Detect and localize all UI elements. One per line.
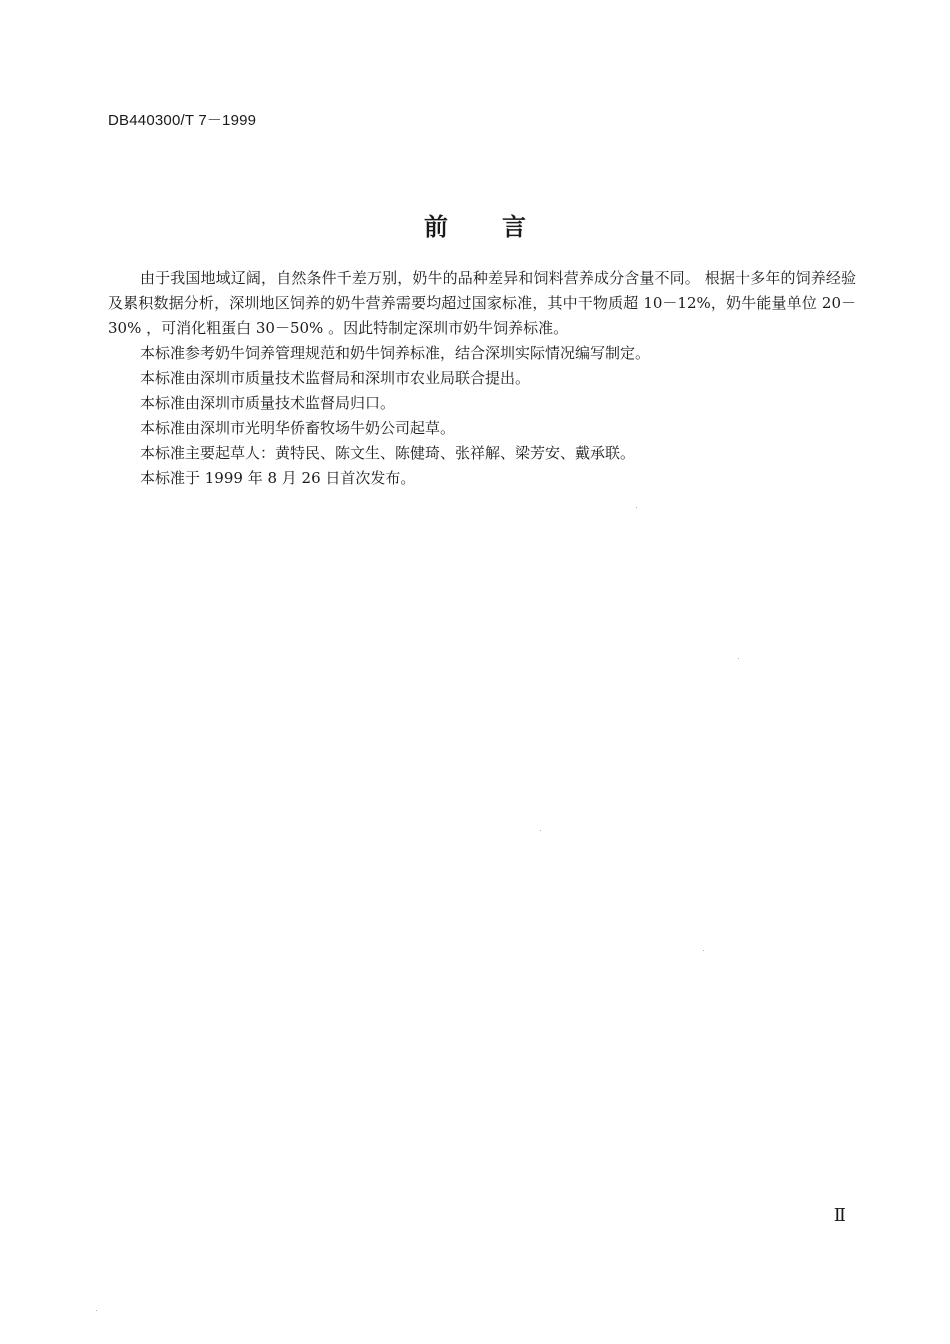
scan-speck [738, 658, 739, 659]
scan-speck [96, 1310, 97, 1311]
paragraph-release-date: 本标准于 1999 年 8 月 26 日首次发布。 [140, 469, 416, 487]
foreword-body [108, 266, 856, 491]
page-title: 前言 [424, 213, 580, 241]
paragraph-proposer: 本标准由深圳市质量技术监督局和深圳市农业局联合提出。 [140, 369, 531, 387]
scan-speck [540, 830, 541, 831]
paragraph-drafters: 本标准主要起草人：黄特民、陈文生、陈健琦、张祥解、梁芳安、戴承联。 [140, 444, 636, 462]
paragraph-administrator: 本标准由深圳市质量技术监督局归口。 [140, 394, 396, 412]
paragraph-drafting-unit: 本标准由深圳市光明华侨畜牧场牛奶公司起草。 [140, 419, 456, 437]
paragraph-reference: 本标准参考奶牛饲养管理规范和奶牛饲养标准，结合深圳实际情况编写制定。 [140, 344, 651, 362]
page-number: Ⅱ [833, 1205, 846, 1226]
scan-speck [703, 950, 704, 951]
scan-speck [636, 507, 637, 508]
document-code: DB440300/T 7－1999 [108, 112, 257, 129]
paragraph-intro: 由于我国地域辽阔，自然条件千差万别，奶牛的品种差异和饲料营养成分含量不同。 根据十多年的饲养经验及累积数据分析，深圳地区饲养的奶牛营养需要均超过国家标准，其中干物质超 10－12%，奶牛能量单位 20－30% ，可消化粗蛋白 30－50% 。因此特制定深圳市奶牛饲养标准。 [108, 269, 856, 337]
